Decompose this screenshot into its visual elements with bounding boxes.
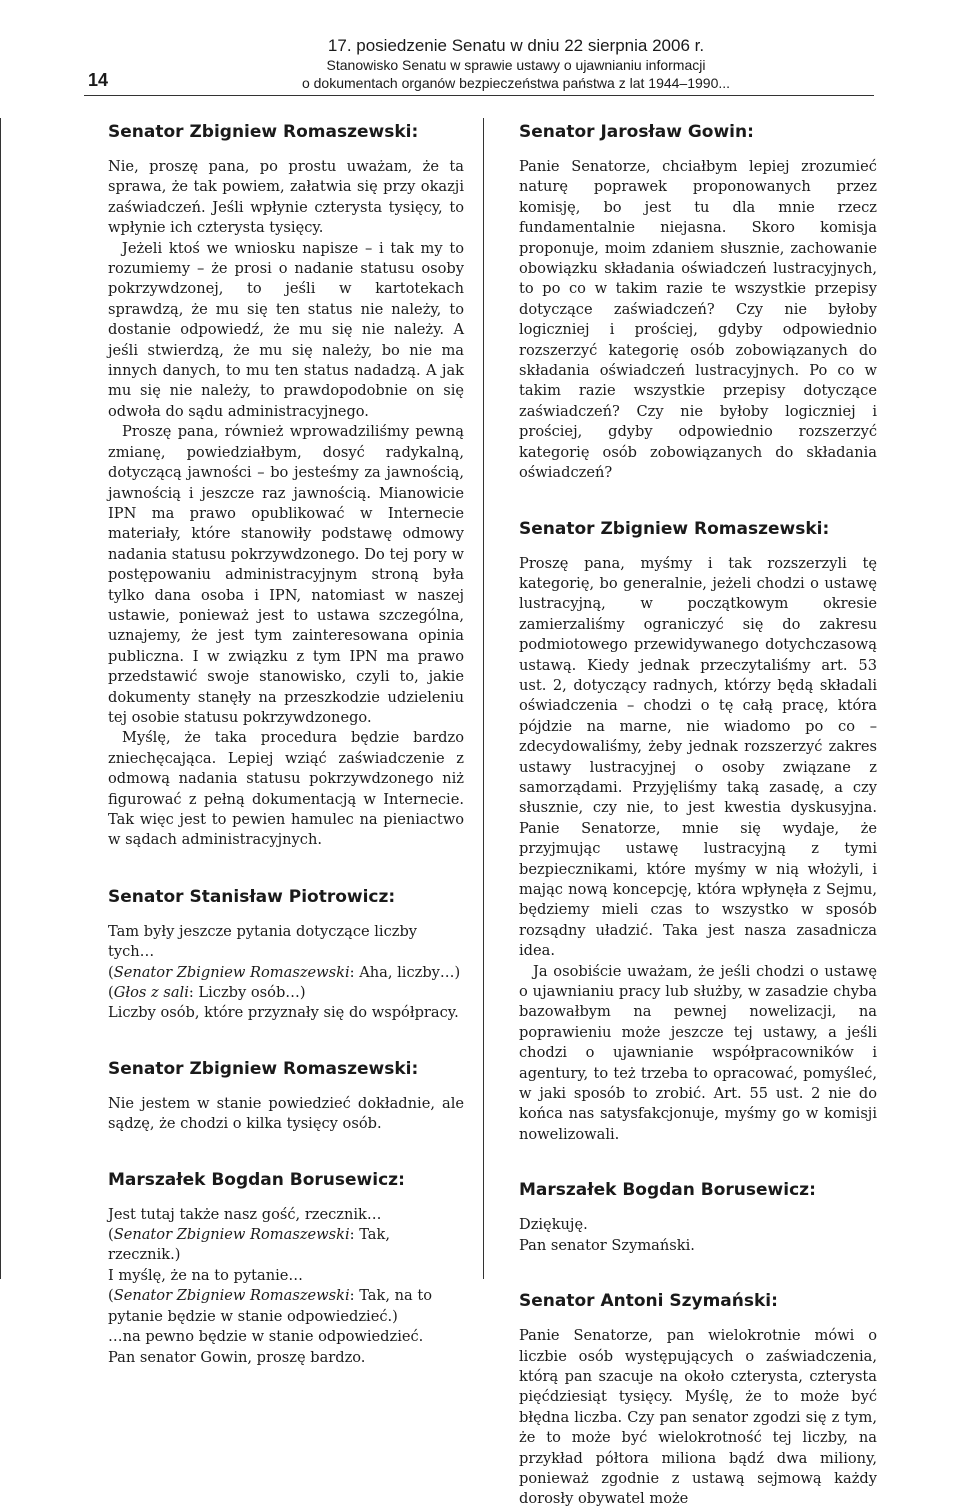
interjection: (Głos z sali: Liczby osób…) (108, 984, 306, 1002)
running-header (200, 36, 832, 92)
speaker-heading: Senator Zbigniew Romaszewski: (108, 1058, 419, 1079)
session-title: 17. posiedzenie Senatu w dniu 22 sierpnia 2006 r. (327, 36, 705, 55)
speaker-heading: Marszałek Bogdan Borusewicz: (519, 1180, 816, 1201)
speech-paragraph: Nie, proszę pana, po prostu uważam, że ta sprawa, że tak powiem, załatwia się przy okazji zaświadczeń. Jeśli wpłynie czterysta tysięcy, to wpłynie ich czterysta tysięcy. (108, 158, 464, 237)
speech (519, 157, 877, 484)
document-subtitle-line1: Stanowisko Senatu w sprawie ustawy o ujawnianiu informacji (326, 57, 706, 73)
speech-line: Liczby osób, które przyznały się do współpracy. (108, 1004, 459, 1022)
speech (108, 922, 464, 1024)
speech-paragraph: Panie Senatorze, pan wielokrotnie mówi o liczbie osób występujących o zaświadczenia, którą pan szacuje na około czterysta, czterysta pięćdziesiąt tysięcy. Myślę, że to może być błędna liczba. Czy pan senator zgodzi się z tym, że to może być wielokrotność tej liczby, na przykład półtora miliona bądź dwa miliony, ponieważ zgodnie z ustawą sejmową każdy dorosły obywatel może (519, 1327, 877, 1508)
speech-paragraph: Myślę, że taka procedura będzie bardzo zniechęcająca. Lepiej wziąć zaświadczenie z odmową nadania statusu pokrzywdzonego niż figurować z pełną dokumentacją w Internecie. Tak więc jest to pewien hamulec na pieniactwo w sądach administracyjnych. (108, 729, 464, 849)
speech-paragraph: Jeżeli ktoś we wniosku napisze – i tak my to rozumiemy – że prosi o nadanie statusu osoby pokrzywdzonej, to jeśli w kartotekach sprawdzą, że mu się ten status nie należy, to dostanie odpowiedź, że mu się nie należy. A jeśli stwierdzą, że mu się należy, bo nie ma innych danych, to mu ten status nadadzą. A jak mu się nie należy, to prawdopodobnie on się odwoła do sądu administracyjnego. (108, 239, 464, 420)
speaker-heading: Senator Antoni Szymański: (519, 1291, 778, 1312)
speech-line: I myślę, że na to pytanie… (108, 1266, 303, 1284)
speech-paragraph: Proszę pana, myśmy i tak rozszerzyli tę kategorię, bo generalnie, jeżeli chodzi o ustawę lustracyjną, w początkowym okresie zamierzaliśmy ograniczyć się do zakresu podmiotowego przewidywanego dotychczasową ustawą. Kiedy jednak przeczytaliśmy art. 53 ust. 2, dotyczący radnych, którzy będą składali oświadczenia – chodzi o tę całą pracę, która pójdzie na marne, nie wiadomo po co – zdecydowaliśmy, żeby jednak rozszerzyć zakres ustawy lustracyjnej o osoby związane z samorządami. Przyjęliśmy taką zasadę, a czy słusznie, czy nie, to jest kwestia dyskusyjna. Panie Senatorze, mnie się wydaje, że przyjmując ustawę lustracyjną z tymi bezpiecznikami, które myśmy w nią włożyli, i mając nową koncepcję, która wpłynęła z Sejmu, będziemy mieli czas to wszystko w sposób rozsądny uładzić. Taka jest nasza zasadnicza idea. (519, 554, 877, 960)
interjection: (Senator Zbigniew Romaszewski: Aha, liczby…) (108, 963, 461, 981)
speech-paragraph: Ja osobiście uważam, że jeśli chodzi o ustawę o ujawnianiu pracy lub służby, w zasadzie chyba bazowałbym na pewnej nowelizacji, na poprawieniu może jeszcze tej ustawy, a jeśli chodzi o ujawnianie współpracowników i agentury, to też trzeba to opracować, pomyśleć, w jaki sposób to zrobić. Art. 55 ust. 2 nie do końca nas satysfakcjonuje, myśmy go w komisji nowelizowali. (519, 962, 877, 1143)
column-divider (483, 118, 484, 1279)
speech (108, 1205, 464, 1368)
header-rule (84, 95, 874, 96)
speaker-heading: Marszałek Bogdan Borusewicz: (108, 1169, 405, 1190)
speech-line: Jest tutaj także nasz gość, rzecznik… (108, 1205, 382, 1223)
speech-line: Pan senator Szymański. (519, 1236, 695, 1254)
speech-paragraph: Proszę pana, również wprowadziliśmy pewną zmianę, powiedziałbym, dosyć radykalną, dotyczącą jawności – bo jesteśmy za jawnością, jawnością i jeszcze raz jawnością. Mianowicie IPN ma prawo opublikować w Internecie materiały, które stanowiły podstawę odmowy nadania statusu pokrzywdzonego. Do tej pory w postępowaniu administracyjnym stroną była tylko dana osoba i IPN, natomiast w naszej ustawie, ponieważ jest to ustawa szczególna, uznajemy, że jest tym zainteresowana opinia publiczna. I w związku z tym IPN ma prawo przedstawić swoje stanowisko, czyli to, jakie dokumenty stanęły na przeszkodzie udzieleniu tej osobie statusu pokrzywdzonego. (108, 423, 464, 726)
interjection: (Senator Zbigniew Romaszewski: Tak, rzecznik.) (108, 1226, 390, 1264)
interjection: (Senator Zbigniew Romaszewski: Tak, na to pytanie będzie w stanie odpowiedzieć.) (108, 1287, 433, 1325)
speech-paragraph: Panie Senatorze, chciałbym lepiej zrozumieć naturę poprawek proponowanych przez komisję, bo jest tu dla mnie rzecz fundamentalnie niejasna. Skoro komisja proponuje, moim zdaniem słusznie, zachowanie obowiązku składania oświadczeń lustracyjnych, to po co w takim razie te wszystkie przepisy dotyczące zaświadczeń? Czy nie byłoby logiczniej i prościej, gdyby odpowiednio rozszerzyć kategorię osób zobowiązanych do składania oświadczeń lustracyjnych. Po co w takim razie wszystkie przepisy dotyczące zaświadczeń? Czy nie byłoby logiczniej i prościej, gdyby odpowiednio rozszerzyć kategorię osób zobowiązanych do składania oświadczeń? (519, 158, 877, 482)
speech (519, 1326, 877, 1510)
right-column (519, 118, 877, 1510)
speech (108, 157, 464, 851)
speech-line: Dziękuję. (519, 1216, 588, 1234)
speaker-heading: Senator Zbigniew Romaszewski: (519, 518, 830, 539)
speech (108, 1094, 464, 1135)
speech (519, 554, 877, 1146)
speech-line: Pan senator Gowin, proszę bardzo. (108, 1348, 366, 1366)
speech (519, 1215, 877, 1256)
page-number: 14 (88, 70, 109, 90)
page-edge-line (0, 118, 1, 1279)
left-column (108, 118, 464, 1368)
speaker-heading: Senator Zbigniew Romaszewski: (108, 122, 419, 142)
speech-line: Tam były jeszcze pytania dotyczące liczby tych… (108, 922, 418, 961)
speech-paragraph: Nie jestem w stanie powiedzieć dokładnie, ale sądzę, że chodzi o kilka tysięcy osób. (108, 1094, 464, 1133)
speaker-heading: Senator Stanisław Piotrowicz: (108, 886, 396, 907)
speech-line: …na pewno będzie w stanie odpowiedzieć. (108, 1328, 424, 1346)
speaker-heading: Senator Jarosław Gowin: (519, 122, 754, 142)
document-subtitle-line2: o dokumentach organów bezpieczeństwa państwa z lat 1944–1990... (301, 75, 731, 91)
